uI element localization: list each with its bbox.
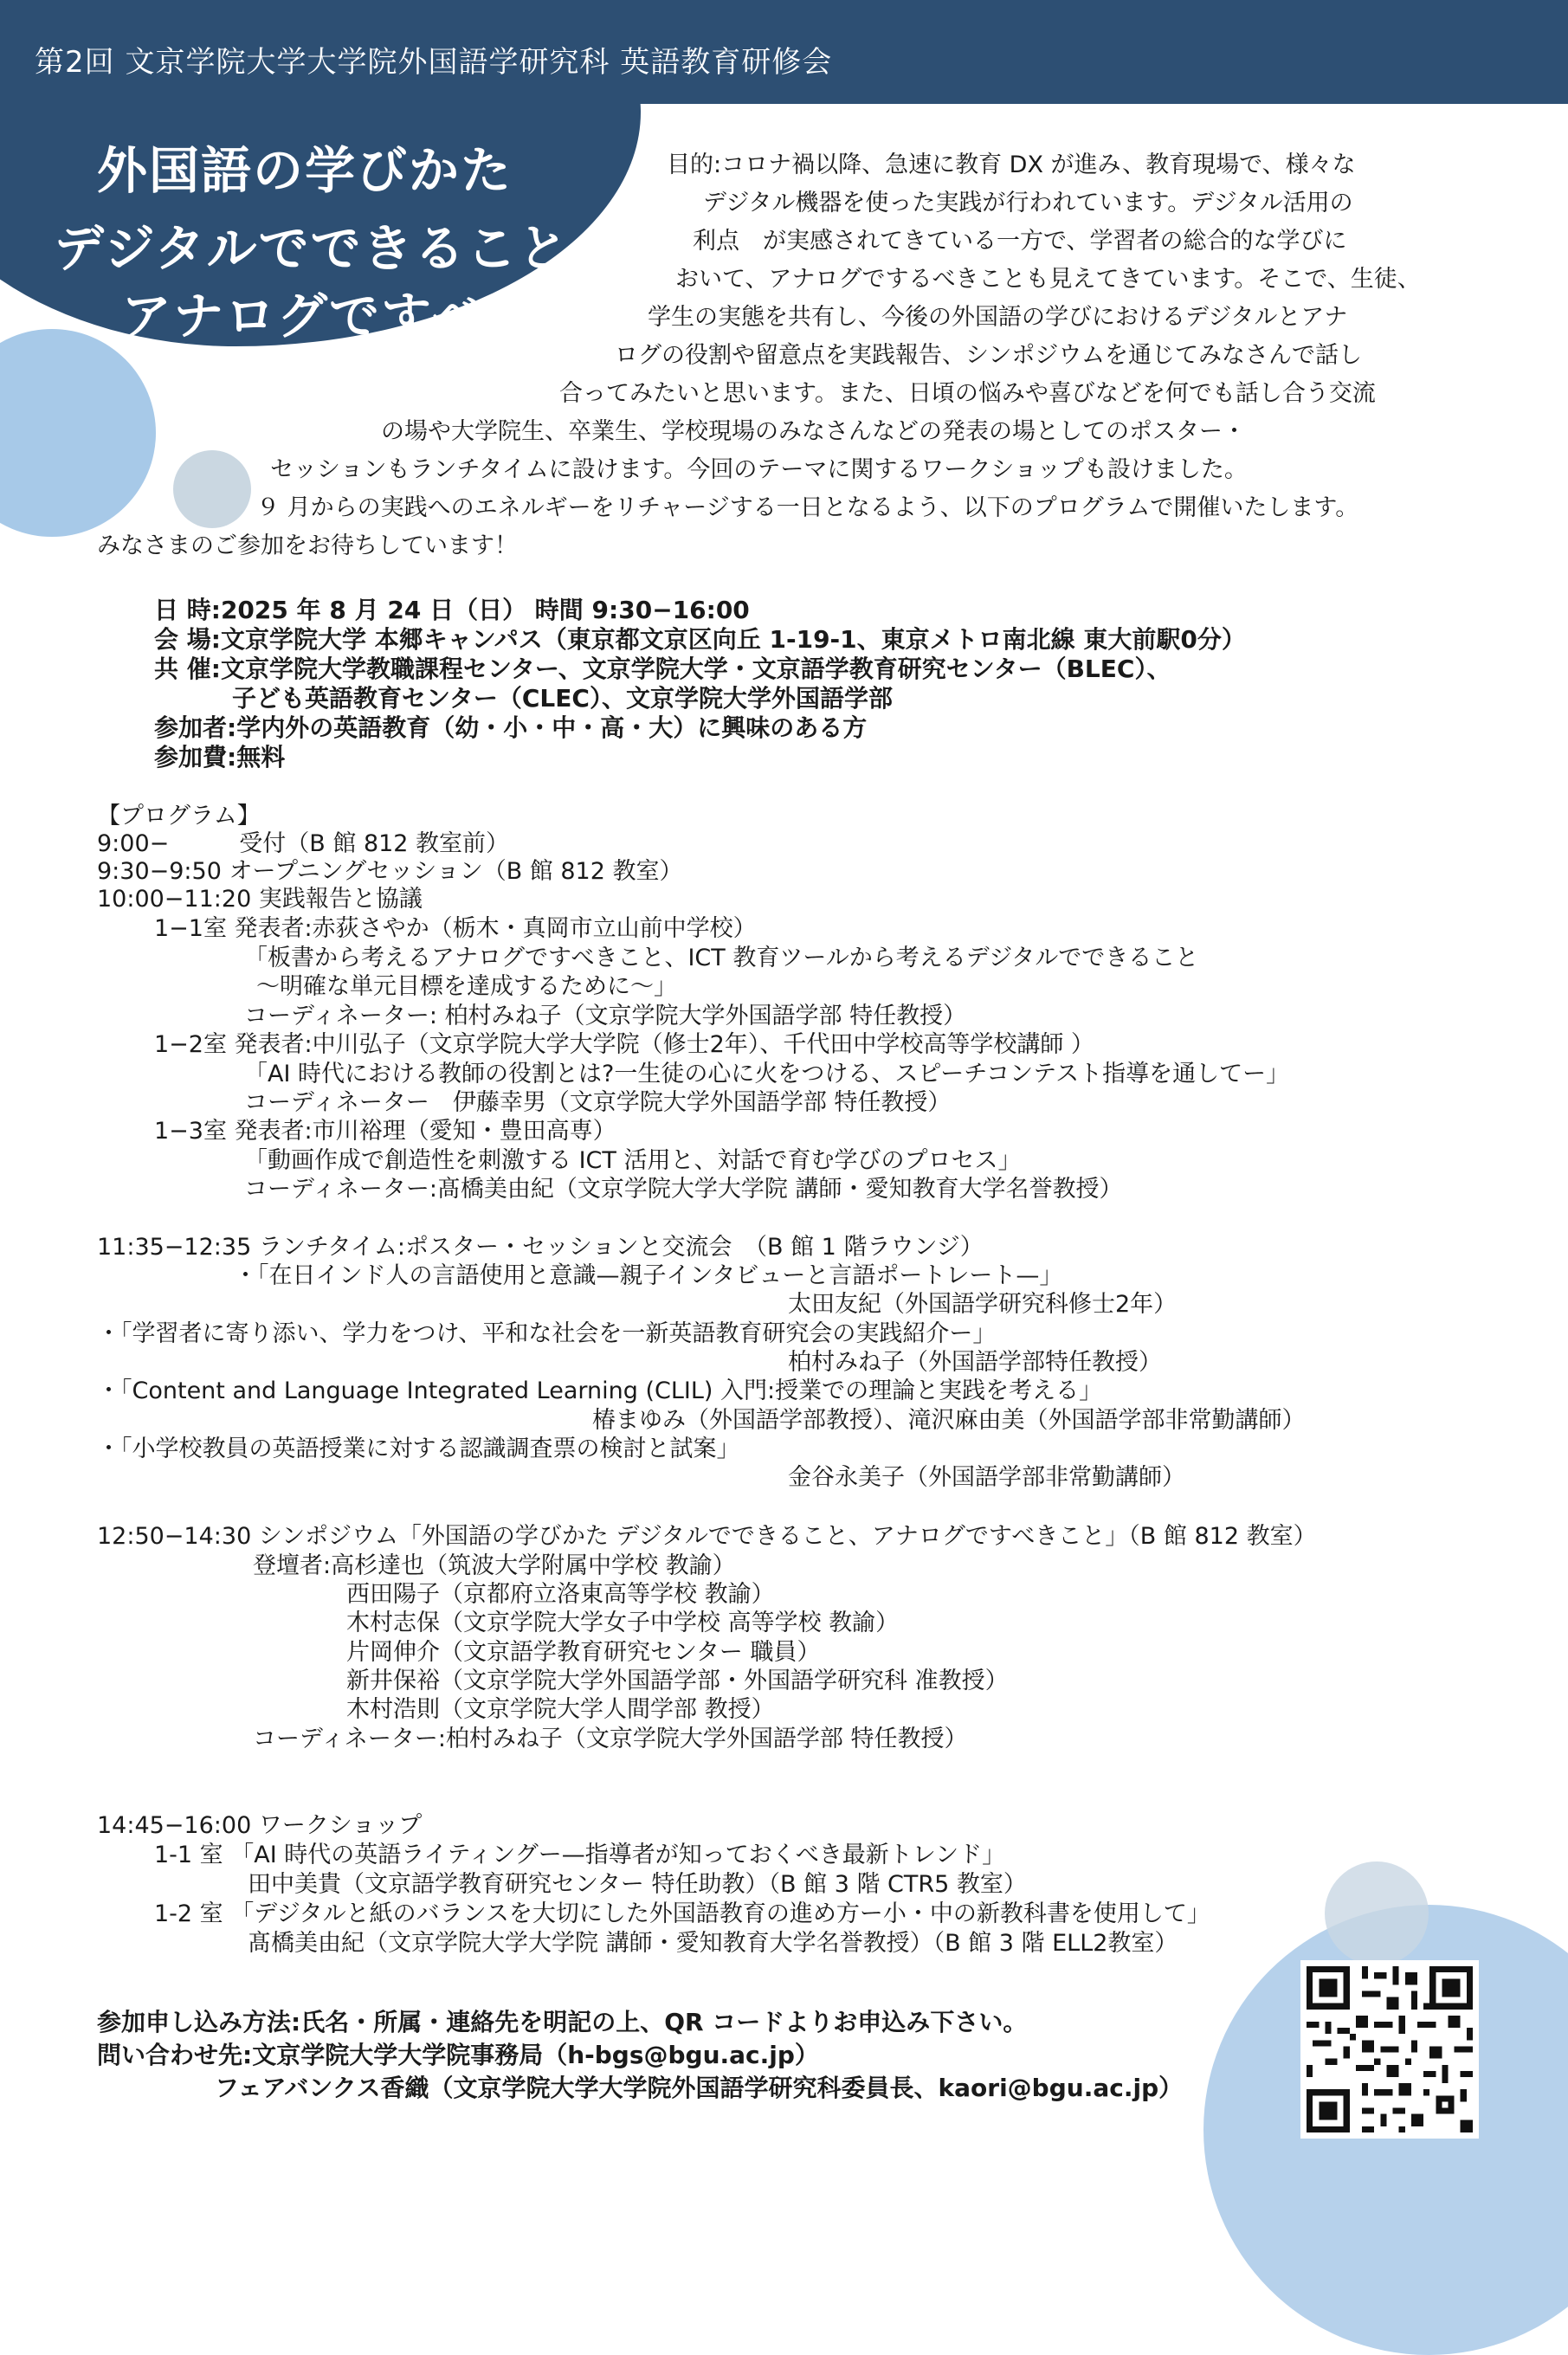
purpose-line: の場や大学院生、卒業生、学校現場のみなさんなどの発表の場としてのポスター・ [381, 418, 1246, 445]
purpose-line: おいて、アナログでするべきことも見えてきています。そこで、生徒、 [675, 266, 1421, 293]
program-line: 「AI 時代における教師の役割とは?一生徒の心に火をつける、スピーチコンテスト指導を通してー」 [244, 1061, 1290, 1087]
main-title-line-3: アナログですべきこと [121, 287, 640, 345]
program-line: 1-1 室 「AI 時代の英語ライティングー—指導者が知っておくべき最新トレンド」 [154, 1842, 1006, 1868]
apply-instructions: 参加申し込み方法:氏名・所属・連絡先を明記の上、QR コードよりお申込み下さい。 [97, 2008, 1028, 2036]
program-line: 1-2 室 「デジタルと紙のバランスを大切にした外国語教育の進め方ー小・中の新教科書を使用して」 [154, 1900, 1210, 1927]
purpose-line: ログの役割や留意点を実践報告、シンポジウムを通じてみなさんで話し [615, 342, 1363, 369]
program-heading: 【プログラム】 [97, 803, 261, 829]
event-title: 第2回 文京学院大学大学院外国語学研究科 英語教育研修会 [35, 45, 833, 80]
program-line: ・「小学校教員の英語授業に対する認識調査票の検討と試案」 [97, 1436, 740, 1462]
program-line: 9:00− 受付（B 館 812 教室前） [97, 830, 510, 857]
info-participants: 参加者:学内外の英語教育（幼・小・中・高・大）に興味のある方 [154, 713, 868, 742]
program-line: 「板書から考えるアナログですべきこと、ICT 教育ツールから考えるデジタルでできること [244, 945, 1199, 971]
purpose-line: 合ってみたいと思います。また、日頃の悩みや喜びなどを何でも話し合う交流 [559, 380, 1376, 407]
program-line: 木村志保（文京学院大学女子中学校 高等学校 教諭） [346, 1610, 900, 1636]
program-line: 10:00−11:20 実践報告と協議 [97, 886, 423, 913]
program-line: 1−3室 発表者:市川裕理（愛知・豊田高専） [154, 1118, 616, 1145]
purpose-line: 利点 が実感されてきている一方で、学習者の総合的な学びに [693, 228, 1347, 255]
info-fee: 参加費:無料 [154, 743, 286, 771]
purpose-line: ９ 月からの実践へのエネルギーをリチャージする一日となるよう、以下のプログラムで開催いたします。 [256, 494, 1359, 521]
program-line: コーディネーター: 柏村みね子（文京学院大学外国語学部 特任教授） [244, 1003, 967, 1029]
program-line: 新井保裕（文京学院大学外国語学部・外国語学研究科 准教授） [346, 1668, 1009, 1694]
info-host-cont: 子ども英語教育センター（CLEC）、文京学院大学外国語学部 [232, 684, 893, 713]
program-line: 1−1室 発表者:赤荻さやか（栃木・真岡市立山前中学校） [154, 915, 757, 942]
inquiry-contact: 問い合わせ先:文京学院大学大学院事務局（h-bgs@bgu.ac.jp） [97, 2041, 819, 2069]
program-line: 登壇者:高杉達也（筑波大学附属中学校 教諭） [253, 1552, 736, 1579]
program-line: 14:45−16:00 ワークショップ [97, 1812, 423, 1839]
program-line: 金谷永美子（外国語学部非常勤講師） [788, 1464, 1185, 1491]
program-line: 西田陽子（京都府立洛東高等学校 教諭） [346, 1581, 775, 1608]
program-line: ～明確な単元目標を達成するために～」 [256, 973, 677, 1000]
program-line: コーディネーター:髙橋美由紀（文京学院大学大学院 講師・愛知教育大学名誉教授） [244, 1176, 1123, 1203]
program-line: ・「学習者に寄り添い、学力をつけ、平和な社会を一新英語教育研究会の実践紹介ー」 [97, 1320, 997, 1347]
main-title-line-1: 外国語の学びかた [97, 141, 513, 200]
purpose-line: セッションもランチタイムに設けます。今回のテーマに関するワークショップも設けました。 [270, 456, 1248, 483]
program-line: 1−2室 発表者:中川弘子（文京学院大学大学院（修士2年）、千代田中学校高等学校講師 ） [154, 1031, 1094, 1058]
program-line: コーディネーター:柏村みね子（文京学院大学外国語学部 特任教授） [253, 1726, 968, 1752]
main-title-line-2: デジタルでできること、 [54, 219, 623, 278]
program-line: 12:50−14:30 シンポジウム「外国語の学びかた デジタルでできること、アナログですべきこと」（B 館 812 教室） [97, 1523, 1317, 1550]
decorative-small-circle [173, 450, 251, 528]
program-line: コーディネーター 伊藤幸男（文京学院大学外国語学部 特任教授） [244, 1089, 952, 1116]
program-line: 9:30−9:50 オープニングセッション（B 館 812 教室） [97, 858, 683, 885]
purpose-line: デジタル機器を使った実践が行われています。デジタル活用の [703, 190, 1353, 216]
purpose-line: みなさまのご参加をお待ちしています！ [97, 532, 518, 559]
decorative-bottom-small-circle [1325, 1861, 1429, 1965]
program-line: 田中美貴（文京語学教育研究センター 特任助教）（B 館 3 階 CTR5 教室） [248, 1871, 1027, 1898]
inquiry-contact-2: フェアバンクス香織（文京学院大学大学院外国語学研究科委員長、kaori@bgu.ac.jp） [215, 2074, 1184, 2102]
qr-code-icon[interactable] [1300, 1960, 1479, 2139]
purpose-line: 学生の実態を共有し、今後の外国語の学びにおけるデジタルとアナ [648, 304, 1348, 331]
program-line: 11:35−12:35 ランチタイム:ポスター・セッションと交流会 （B 館 1 階ラウンジ） [97, 1234, 984, 1261]
program-line: 柏村みね子（外国語学部特任教授） [788, 1349, 1162, 1376]
info-date: 日 時:2025 年 8 月 24 日（日） 時間 9:30−16:00 [154, 596, 750, 624]
program-line: 片岡伸介（文京語学教育研究センター 職員） [346, 1639, 821, 1666]
program-line: ・「在日インド人の言語使用と意識—親子インタビューと言語ポートレート—」 [234, 1262, 1063, 1289]
program-line: 「動画作成で創造性を刺激する ICT 活用と、対話で育む学びのプロセス」 [244, 1147, 1022, 1174]
program-line: 木村浩則（文京学院大学人間学部 教授） [346, 1696, 775, 1723]
info-venue: 会 場:文京学院大学 本郷キャンパス（東京都文京区向丘 1-19-1、東京メトロ南北線 東大前駅0分） [154, 625, 1246, 654]
program-line: 太田友紀（外国語学研究科修士2年） [788, 1291, 1178, 1318]
program-line: 椿まゆみ（外国語学部教授）、滝沢麻由美（外国語学部非常勤講師） [592, 1407, 1306, 1434]
decorative-light-circle [0, 329, 156, 537]
program-line: 髙橋美由紀（文京学院大学大学院 講師・愛知教育大学名誉教授）（B 館 3 階 ELL2教室） [248, 1930, 1178, 1957]
program-line: ・「Content and Language Integrated Learning (CLIL) 入門:授業での理論と実践を考える」 [97, 1378, 1103, 1404]
info-host: 共 催:文京学院大学教職課程センター、文京学院大学・文京語学教育研究センター（BLEC）、 [154, 655, 1171, 683]
purpose-line: 目的:コロナ禍以降、急速に教育 DX が進み、教育現場で、様々な [667, 152, 1356, 178]
